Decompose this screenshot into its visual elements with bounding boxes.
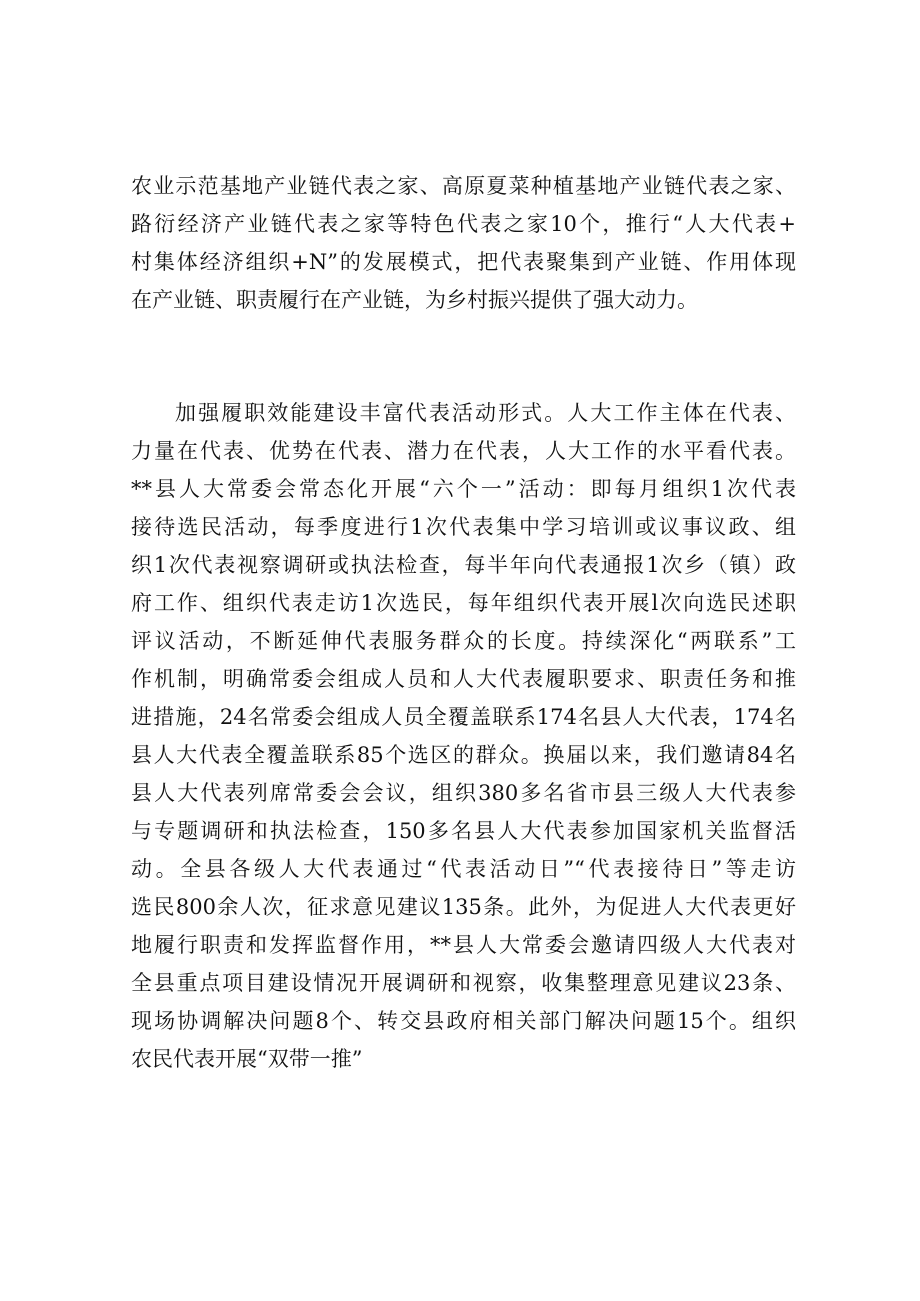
paragraph-line: 作机制，明确常委会组成人员和人大代表履职要求、职责任务和推 [131, 667, 796, 691]
paragraph-line: 农民代表开展“双带一推” [131, 1047, 363, 1071]
paragraph-line: 县人大代表列席常委会会议，组织380多名省市县三级人大代表参 [131, 781, 796, 805]
paragraph-line: 与专题调研和执法检查，150多名县人大代表参加国家机关监督活 [131, 819, 796, 843]
paragraph-line: 县人大代表全覆盖联系85个选区的群众。换届以来，我们邀请84名 [131, 743, 796, 767]
paragraph-line: 动。全县各级人大代表通过“代表活动日”“代表接待日”等走访 [131, 857, 796, 881]
paragraph-line: **县人大常委会常态化开展“六个一”活动：即每月组织1次代表 [131, 477, 796, 501]
paragraph-line: 织1次代表视察调研或执法检查，每半年向代表通报1次乡（镇）政 [131, 553, 796, 577]
paragraph-line: 路衍经济产业链代表之家等特色代表之家10个，推行“人大代表+ [131, 212, 796, 236]
paragraph-line: 府工作、组织代表走访1次选民，每年组织代表开展l次向选民述职 [131, 591, 796, 615]
paragraph-line: 进措施，24名常委会组成人员全覆盖联系174名县人大代表，174名 [131, 705, 796, 729]
paragraph-line: 加强履职效能建设丰富代表活动形式。人大工作主体在代表、 [175, 401, 796, 425]
paragraph-line: 力量在代表、优势在代表、潜力在代表，人大工作的水平看代表。 [131, 439, 796, 463]
paragraph-line: 地履行职责和发挥监督作用，**县人大常委会邀请四级人大代表对 [131, 933, 796, 957]
paragraph-line: 全县重点项目建设情况开展调研和视察，收集整理意见建议23条、 [131, 971, 796, 995]
paragraph-line: 接待选民活动，每季度进行1次代表集中学习培训或议事议政、组 [131, 515, 796, 539]
paragraph-line: 在产业链、职责履行在产业链，为乡村振兴提供了强大动力。 [131, 288, 698, 312]
paragraph-line: 选民800余人次，征求意见建议135条。此外，为促进人大代表更好 [131, 895, 796, 919]
paragraph-line: 现场协调解决问题8个、转交县政府相关部门解决问题15个。组织 [131, 1009, 796, 1033]
paragraph-2 [131, 394, 796, 1078]
paragraph-line: 评议活动，不断延伸代表服务群众的长度。持续深化“两联系”工 [131, 629, 796, 653]
paragraph-line: 村集体经济组织+N”的发展模式，把代表聚集到产业链、作用体现 [131, 250, 796, 274]
paragraph-line: 农业示范基地产业链代表之家、高原夏菜种植基地产业链代表之家、 [131, 174, 796, 198]
paragraph-1 [131, 167, 796, 319]
